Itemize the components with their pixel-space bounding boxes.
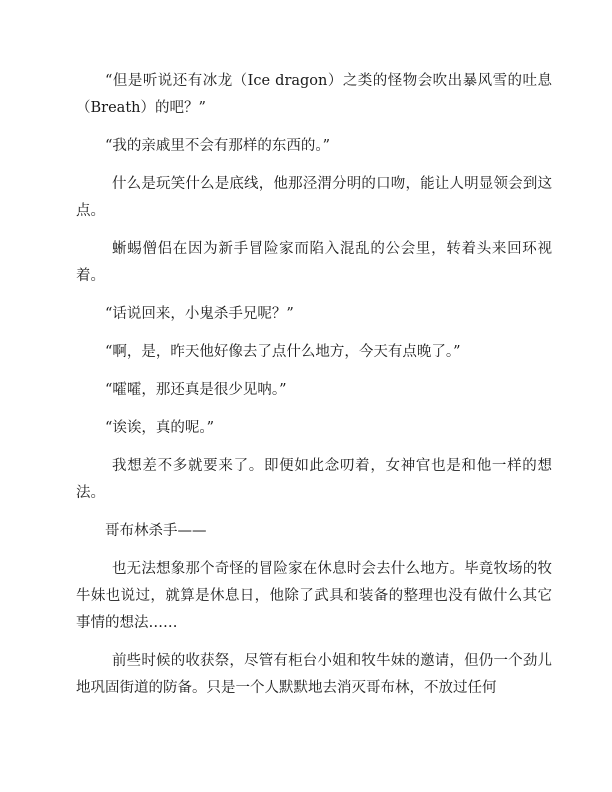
paragraph-11: 也无法想象那个奇怪的冒险家在休息时会去什么地方。毕竟牧场的牧牛妹也说过，就算是休息日，他除了武具和装备的整理也没有做什么其它事情的想法…… — [76, 561, 552, 631]
paragraph-8: “诶诶，真的呢。” — [105, 420, 215, 436]
paragraph-7: “嚯嚯，那还真是很少见呐。” — [105, 382, 287, 398]
paragraph-5: “话说回来，小鬼杀手兄呢？” — [105, 306, 294, 322]
body-text — [76, 68, 552, 702]
paragraph-9: 我想差不多就要来了。即便如此念叨着，女神官也是和他一样的想法。 — [76, 458, 552, 501]
paragraph-1: “但是听说还有冰龙（Ice dragon）之类的怪物会吹出暴风雪的吐息（Breath）的吧？” — [76, 73, 552, 116]
paragraph-10: 哥布林杀手—— — [105, 523, 207, 539]
paragraph-2: “我的亲戚里不会有那样的东西的。” — [105, 138, 331, 154]
paragraph-4: 蜥蜴僧侣在因为新手冒险家而陷入混乱的公会里，转着头来回环视着。 — [76, 241, 552, 284]
paragraph-6: “啊，是，昨天他好像去了点什么地方，今天有点晚了。” — [105, 344, 461, 360]
paragraph-12: 前些时候的收获祭，尽管有柜台小姐和牧牛妹的邀请，但仍一个劲儿地巩固街道的防备。只是一个人默默地去消灭哥布林，不放过任何 — [76, 653, 552, 696]
paragraph-3: 什么是玩笑什么是底线，他那泾渭分明的口吻，能让人明显领会到这点。 — [76, 176, 552, 219]
